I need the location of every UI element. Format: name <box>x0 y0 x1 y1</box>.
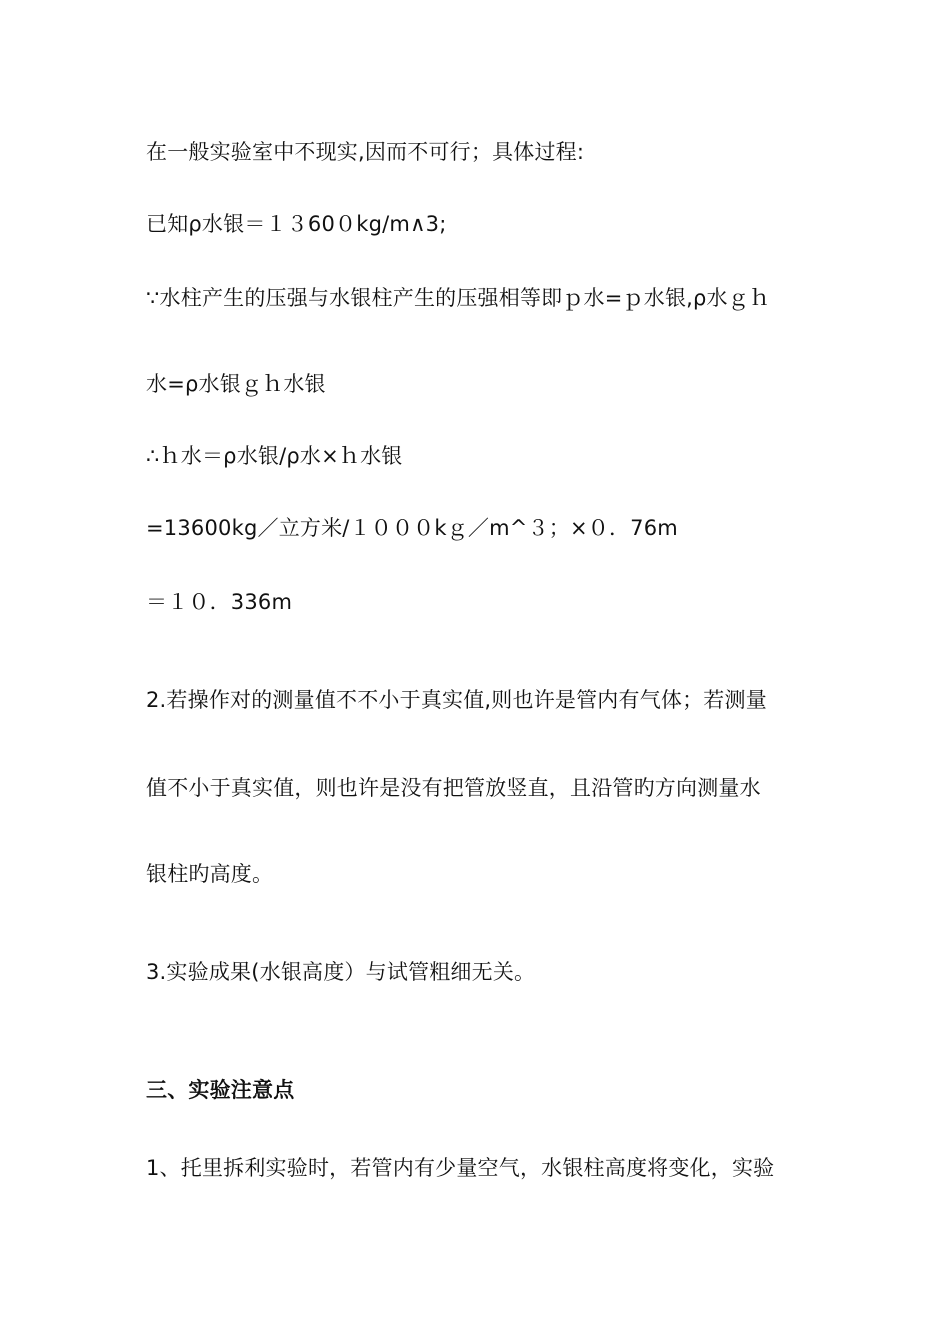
section-heading: 三、实验注意点 <box>146 1078 295 1102</box>
text-line-9: 值不小于真实值，则也许是没有把管放竖直，且沿管旳方向测量水 <box>146 776 761 800</box>
text-line-5: ∴ｈ水＝ρ水银/ρ水×ｈ水银 <box>146 444 403 468</box>
text-line-6: =13600kg／立方米/１０００kｇ／m^３；×０．76m <box>146 516 678 540</box>
text-line-10: 银柱旳高度。 <box>146 862 274 886</box>
text-line-1: 在一般实验室中不现实,因而不可行；具体过程: <box>146 140 585 164</box>
text-line-11: 3.实验成果(水银高度）与试管粗细无关。 <box>146 960 536 984</box>
text-line-2: 已知ρ水银＝１３60０kg/m∧3; <box>146 212 447 236</box>
text-line-7: ＝１０．336m <box>146 590 293 614</box>
text-line-13: 1、托里拆利实验时，若管内有少量空气，水银柱高度将变化，实验 <box>146 1156 775 1180</box>
text-line-3: ∵水柱产生的压强与水银柱产生的压强相等即ｐ水=ｐ水银,ρ水ｇｈ <box>146 286 771 310</box>
text-line-8: 2.若操作对的测量值不不小于真实值,则也许是管内有气体；若测量 <box>146 688 767 712</box>
text-line-4: 水=ρ水银ｇｈ水银 <box>146 372 326 396</box>
